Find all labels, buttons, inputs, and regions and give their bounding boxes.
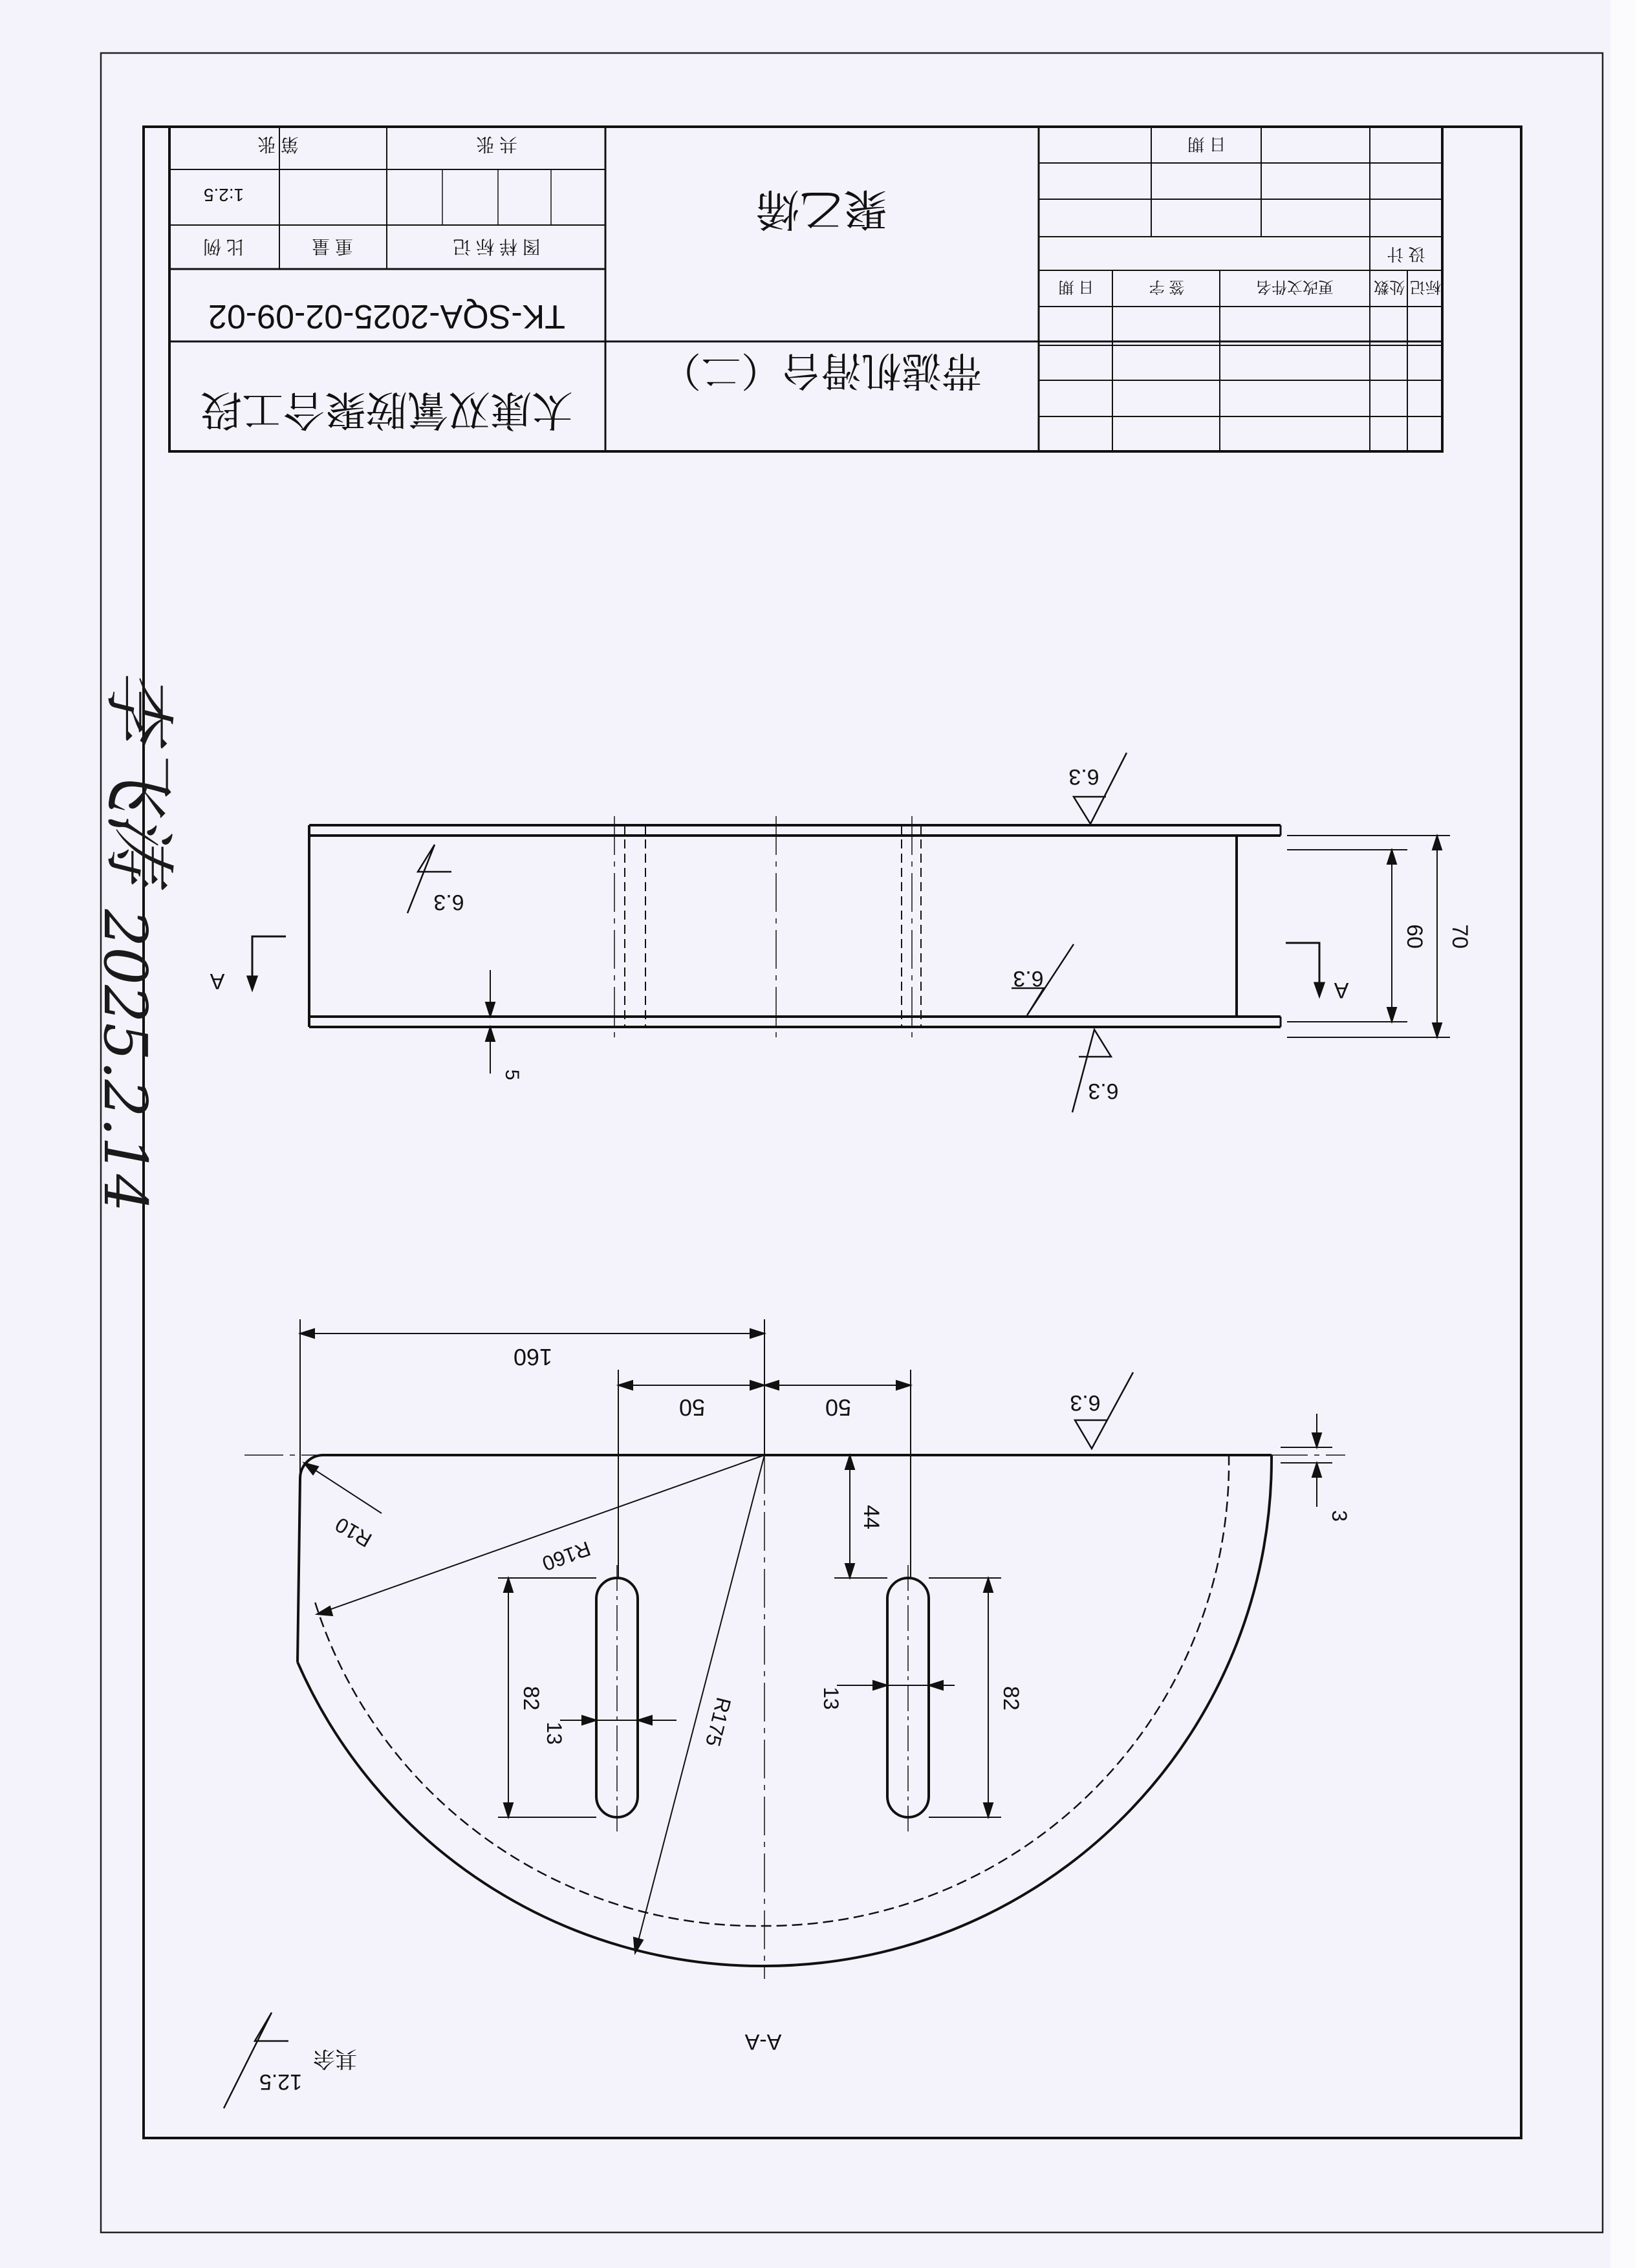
general-roughness-label: 其余 <box>313 2046 357 2071</box>
dim-offset-left: 50 <box>678 1394 706 1421</box>
part-name: 带滤机滑台（二） <box>660 348 982 393</box>
dim-slot-offset: 44 <box>859 1505 883 1529</box>
radius-inner: R160 <box>539 1537 594 1576</box>
drawing-number: TK-SQA-2025-02-09-02 <box>208 297 566 335</box>
drawing-mark-label: 图 样 标 记 <box>453 237 541 257</box>
sheet-total: 共 张 <box>476 135 517 155</box>
section-marker-left <box>248 936 286 989</box>
scale-value: 1:2.5 <box>203 185 244 205</box>
revision-header-count: 处数 <box>1374 278 1405 296</box>
scale-label: 比 例 <box>203 237 244 257</box>
roughness-inner-upper-value: 6.3 <box>433 890 464 914</box>
sheet-number: 第 张 <box>257 135 299 155</box>
section-dimensions <box>300 1319 1332 1953</box>
dim-slot-length-left: 82 <box>519 1686 543 1711</box>
date-label: 日 期 <box>1187 135 1226 154</box>
dim-overall: 160 <box>513 1344 553 1370</box>
dim-thickness: 5 <box>501 1069 523 1081</box>
top-view <box>309 816 1281 1037</box>
general-roughness-value: 12.5 <box>259 2069 303 2094</box>
company-name: 太康双氰胺聚合工段 <box>200 387 573 433</box>
handwritten-signature: 李飞涛 <box>97 669 180 883</box>
roughness-bottom-value: 6.3 <box>1088 1079 1119 1103</box>
dim-total-height: 70 <box>1447 924 1472 949</box>
section-view <box>244 1455 1345 1979</box>
dim-slot-width-left: 13 <box>543 1722 566 1745</box>
roughness-edge-value: 6.3 <box>1070 1390 1101 1415</box>
revision-header-file: 更改文件名 <box>1256 278 1334 296</box>
revision-header-mark: 标记 <box>1410 278 1441 296</box>
dim-offset-right: 50 <box>825 1394 852 1421</box>
roughness-inner-lower-value: 6.3 <box>1013 966 1044 991</box>
dim-slot-length-right: 82 <box>999 1686 1023 1711</box>
revision-header-date: 日 期 <box>1058 278 1094 296</box>
roughness-top-value: 6.3 <box>1068 764 1099 789</box>
top-view-dimensions <box>486 836 1450 1074</box>
weight-label: 重 量 <box>312 237 353 257</box>
section-marker-left-label: A <box>210 969 225 993</box>
dim-plate-thickness: 3 <box>1328 1510 1351 1522</box>
radius-outer: R175 <box>700 1695 736 1749</box>
revision-header-signature: 签 字 <box>1149 278 1185 296</box>
section-label: A-A <box>744 2029 782 2054</box>
material-name: 聚乙烯 <box>755 184 888 233</box>
section-marker-right-label: A <box>1334 978 1349 1002</box>
section-marker-right <box>1286 943 1324 996</box>
dim-inner-height: 60 <box>1402 924 1427 949</box>
handwritten-date: 2025.2.14 <box>91 909 160 1213</box>
dim-slot-width-right: 13 <box>819 1687 843 1710</box>
designer-label: 设 计 <box>1387 244 1425 264</box>
radius-corner: R10 <box>331 1513 376 1552</box>
